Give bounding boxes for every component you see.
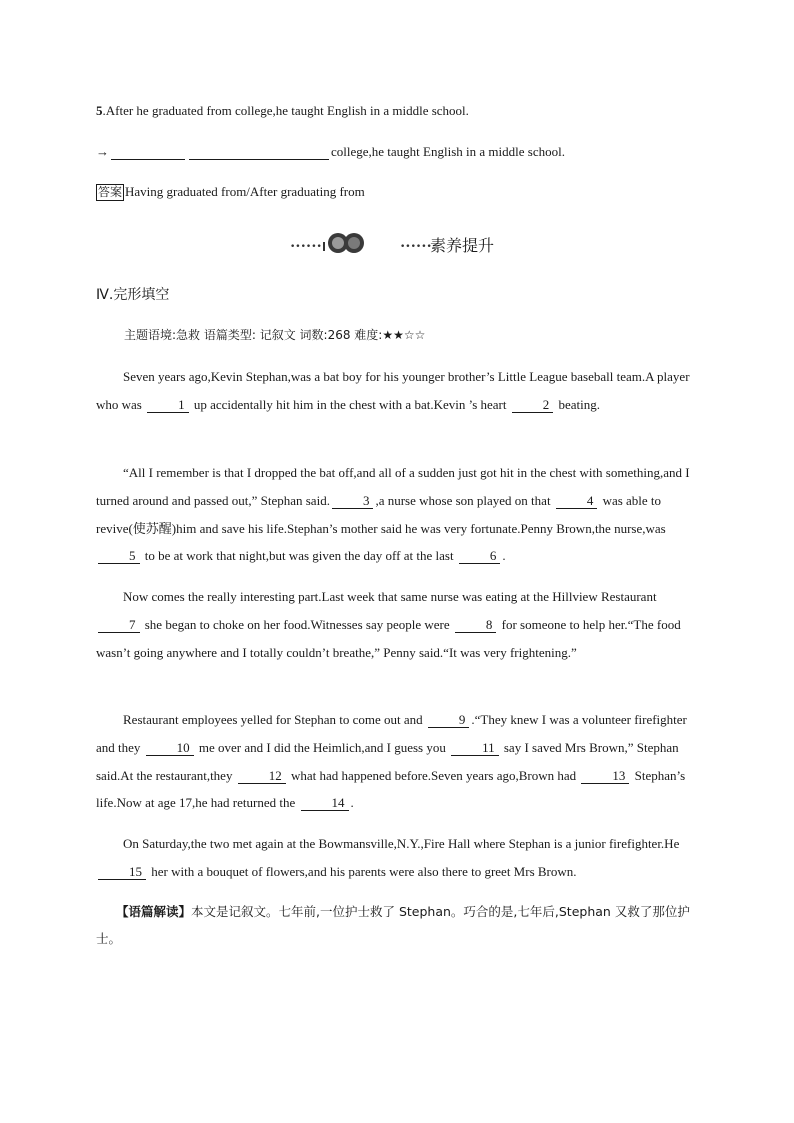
answer-line <box>96 184 365 201</box>
binoculars-icon <box>320 231 368 255</box>
analysis-label: 【语篇解读】 <box>116 904 192 919</box>
section-banner <box>290 229 520 257</box>
question-5 <box>96 103 469 119</box>
p1-text-a: Seven years ago,Kevin Stephan,was a bat boy for his younger brother’s Little League baseball team.A player who was <box>96 369 690 412</box>
p4-text-a: Restaurant employees yelled for Stephan to come out and <box>123 712 426 727</box>
p2-text-e: . <box>502 548 506 564</box>
passage-meta: 主题语境:急救 语篇类型: 记叙文 词数:268 难度:★★☆☆ <box>124 328 426 342</box>
p4-text-c: me over and I did the Heimlich,and I guess you <box>195 739 450 755</box>
blank-5[interactable]: 5 <box>98 549 140 564</box>
p2-text-a: “All I remember is that I dropped the bat off,and all of a sudden just got hit in the chest with something,and I turned around and passed out,” Stephan said. <box>96 465 690 508</box>
blank-2[interactable]: 2 <box>512 398 554 413</box>
passage-paragraph-4 <box>96 706 700 817</box>
blank-4[interactable]: 4 <box>556 494 598 509</box>
right-dots: •••••• <box>400 242 432 252</box>
p4-text-b: .“They knew I was a volunteer firefighter and they <box>96 712 687 755</box>
p4-text-g: . <box>350 795 354 811</box>
section-title: Ⅳ.完形填空 <box>96 287 170 303</box>
p2-text-b: ,a nurse whose son played on that <box>375 492 554 508</box>
passage-paragraph-1 <box>96 363 700 419</box>
analysis-text: 本文是记叙文。七年前,一位护士救了 Stephan。巧合的是,七年后,Stephan 又救了那位护士。 <box>96 904 690 946</box>
blank-6[interactable]: 6 <box>459 549 501 564</box>
rewrite-line <box>96 144 565 160</box>
banner-title: 素养提升 <box>430 236 495 255</box>
blank-9[interactable]: 9 <box>428 713 470 728</box>
blank-12[interactable]: 12 <box>238 769 286 784</box>
p5-text-a: On Saturday,the two met again at the Bowmansville,N.Y.,Fire Hall where Stephan is a junior firefighter.He <box>123 836 680 851</box>
p2-text-d: to be at work that night,but was given the day off at the last <box>141 548 457 564</box>
p3-text-c: for someone to help her.“The food wasn’t going anywhere and I totally couldn’t breathe,” Penny said.“It was very frightening.” <box>96 616 681 660</box>
p3-text-a: Now comes the really interesting part.Last week that same nurse was eating at the Hillview Restaurant <box>123 589 657 604</box>
passage-paragraph-2 <box>96 459 700 570</box>
blank-15[interactable]: 15 <box>98 865 146 880</box>
p1-text-c: beating. <box>555 396 601 412</box>
blank-13[interactable]: 13 <box>581 769 629 784</box>
rewrite-tail: college,he taught English in a middle school. <box>331 144 565 159</box>
left-dots: •••••• <box>290 242 322 252</box>
p4-text-e: what had happened before.Seven years ago,Brown had <box>287 767 580 783</box>
p2-text-c: was able to revive(使苏醒)him and save his life.Stephan’s mother said he was very fortunate.Penny Brown,the nurse,was <box>96 492 666 536</box>
passage-paragraph-5 <box>96 830 700 886</box>
answer-text: Having graduated from/After graduating from <box>125 184 365 199</box>
blank-1[interactable]: 1 <box>147 398 189 413</box>
answer-blank-2[interactable] <box>189 145 329 160</box>
p3-text-b: she began to choke on her food.Witnesses say people were <box>141 616 453 632</box>
passage-paragraph-3 <box>96 583 700 666</box>
blank-3[interactable]: 3 <box>332 494 374 509</box>
blank-11[interactable]: 11 <box>451 741 499 756</box>
answer-label: 答案 <box>98 185 123 199</box>
arrow-icon: → <box>96 144 109 159</box>
question-number: 5 <box>96 103 103 118</box>
blank-7[interactable]: 7 <box>98 618 140 633</box>
p1-text-b: up accidentally hit him in the chest with a bat.Kevin ’s heart <box>190 396 510 412</box>
blank-8[interactable]: 8 <box>455 618 497 633</box>
answer-blank-1[interactable] <box>111 145 185 160</box>
p5-text-b: her with a bouquet of flowers,and his parents were also there to greet Mrs Brown. <box>148 863 577 879</box>
passage-analysis <box>96 898 700 952</box>
p4-text-f: Stephan’s life.Now at age 17,he had returned the <box>96 767 686 811</box>
p4-text-d: say I saved Mrs Brown,” Stephan said.At the restaurant,they <box>96 739 679 783</box>
question-sentence: .After he graduated from college,he taught English in a middle school. <box>102 103 469 118</box>
blank-14[interactable]: 14 <box>301 796 349 811</box>
blank-10[interactable]: 10 <box>146 741 194 756</box>
